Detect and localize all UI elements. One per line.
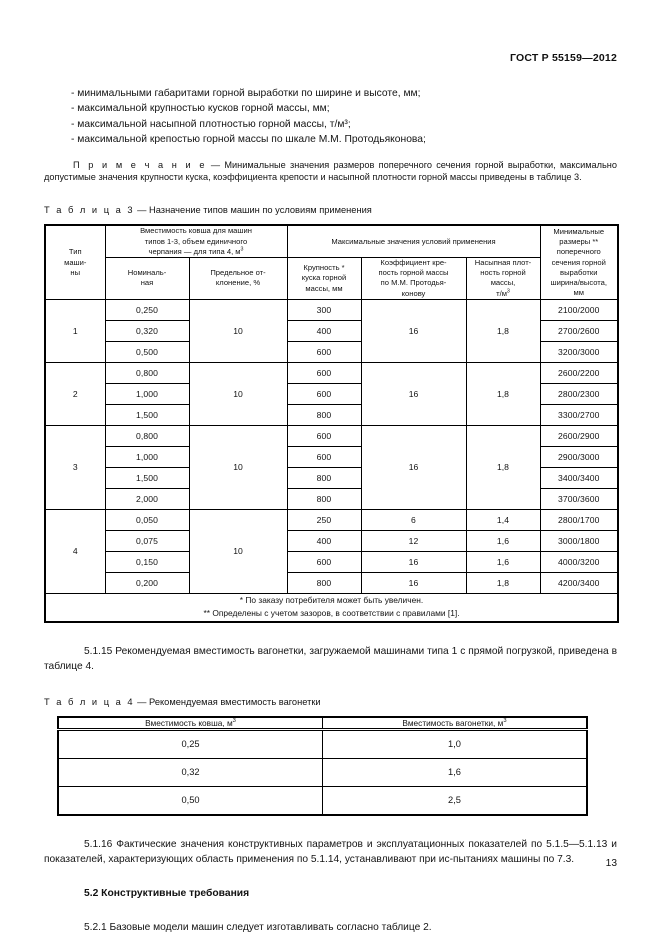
page-number: 13: [605, 858, 617, 869]
th-bucket-deviation: Предельное от- клонение, %: [189, 258, 287, 300]
document-header-code: ГОСТ Р 55159—2012: [509, 52, 617, 64]
cell-dims: 2900/3000: [540, 446, 618, 467]
list-item: - максимальной крупностью кусков горной массы, мм;: [71, 103, 330, 115]
cell-strength: 16: [361, 551, 466, 572]
table3-caption-label: Т а б л и ц а 3: [44, 205, 135, 216]
th-min-dims: Минимальные размеры ** поперечного сечения горной выработки ширина/высота, мм: [540, 225, 618, 299]
cell-strength: 16: [361, 572, 466, 593]
th-bucket-group: Вместимость ковша для машин типов 1-3, объем единичного черпания — для типа 4, $м^3$: [105, 225, 287, 257]
page-content: [44, 52, 617, 935]
th-density: Насыпная плот- ность горной массы, $т/м^3$: [466, 258, 540, 300]
paragraph-5-2-1: [44, 920, 617, 935]
cell-density: 1,8: [466, 362, 540, 425]
cell-strength: 12: [361, 530, 466, 551]
paragraph-5-1-16: [44, 837, 617, 868]
cell-nominal: 0,500: [105, 341, 189, 362]
cell-strength: 16: [361, 425, 466, 509]
cell-lump: 400: [287, 530, 361, 551]
cell-car: 1,0: [323, 729, 588, 758]
cell-strength: 16: [361, 299, 466, 362]
footnote-1: * По заказу потребителя может быть увеличен.: [239, 594, 424, 605]
cell-density: 1,8: [466, 572, 540, 593]
table3-head: [45, 225, 618, 299]
cell-nominal: 1,000: [105, 383, 189, 404]
cell-car: 2,5: [323, 786, 588, 815]
cell-lump: 600: [287, 362, 361, 383]
cell-deviation: 10: [189, 299, 287, 362]
note-dash: —: [210, 159, 221, 170]
th-type: Тип маши- ны: [45, 225, 105, 299]
cell-nominal: 0,200: [105, 572, 189, 593]
cell-bucket: 0,50: [58, 786, 323, 815]
paragraph-5-2-1-text: 5.2.1 Базовые модели машин следует изготавливать согласно таблице 2.: [84, 922, 432, 934]
cell-nominal: 0,150: [105, 551, 189, 572]
th-lump-size: Крупность * куска горной массы, мм: [287, 258, 361, 300]
cell-lump: 400: [287, 320, 361, 341]
cell-car: 1,6: [323, 758, 588, 786]
cell-dims: 2100/2000: [540, 299, 618, 320]
cell-type: 2: [45, 362, 105, 425]
th-max-group: Максимальные значения условий применения: [287, 225, 540, 257]
table4-caption-text: Рекомендуемая вместимость вагонетки: [149, 696, 321, 707]
table-row: [45, 530, 618, 551]
table4-head: [58, 717, 587, 730]
cell-dims: 2600/2200: [540, 362, 618, 383]
cell-bucket: 0,25: [58, 729, 323, 758]
th-bucket-nominal: Номиналь- ная: [105, 258, 189, 300]
table3-caption: [44, 205, 617, 215]
cell-lump: 600: [287, 425, 361, 446]
table4-header-row: [58, 717, 587, 730]
table3-header-row-1: [45, 225, 618, 257]
note-text: Минимальные значения размеров поперечного сечения горной выработки, максимально допустимые значения крупности куска, коэффициента крепости и насыпной плотности горной массы приведены в таблице 3.: [44, 159, 617, 183]
table3-footnotes: [45, 593, 618, 621]
table3-body: [45, 299, 618, 621]
th-strength: Коэффициент кре- пость горной массы по М.М. Протодья- конову: [361, 258, 466, 300]
cell-nominal: 0,320: [105, 320, 189, 341]
cell-lump: 600: [287, 383, 361, 404]
table3-header-row-2: [45, 258, 618, 300]
cell-lump: 800: [287, 488, 361, 509]
paragraph-5-1-16-text: 5.1.16 Фактические значения конструктивных параметров и эксплуатационных показателей по 5.1.5—5.1.13 и показателей, характеризующих область применения по 5.1.14, устанавливают при ис-пытаниях машины по 7.3.: [44, 838, 617, 866]
table-row: [58, 786, 587, 815]
cell-dims: 3300/2700: [540, 404, 618, 425]
table4-caption-label: Т а б л и ц а 4: [44, 696, 135, 707]
cell-nominal: 0,800: [105, 362, 189, 383]
paragraph-5-1-15-text: 5.1.15 Рекомендуемая вместимость вагонетки, загружаемой машинами типа 1 с прямой погрузкой, приведена в таблице 4.: [44, 645, 617, 673]
cell-dims: 3400/3400: [540, 467, 618, 488]
cell-nominal: 1,500: [105, 467, 189, 488]
table-row: [45, 425, 618, 446]
list-item: - максимальной крепостью горной массы по шкале М.М. Протодьяконова;: [71, 134, 426, 146]
cell-deviation: 10: [189, 362, 287, 425]
list-item: - минимальными габаритами горной выработки по ширине и высоте, мм;: [71, 88, 421, 99]
table-row: [58, 729, 587, 758]
cell-nominal: 0,250: [105, 299, 189, 320]
table4-caption-dash: —: [137, 696, 147, 707]
cell-dims: 2700/2600: [540, 320, 618, 341]
th-car-capacity: Вместимость вагонетки, $м^3$: [323, 717, 588, 730]
cell-bucket: 0,32: [58, 758, 323, 786]
table-row: [45, 299, 618, 320]
table3-caption-text: Назначение типов машин по условиям применения: [149, 205, 372, 216]
note-paragraph: [44, 159, 617, 184]
cell-dims: 3200/3000: [540, 341, 618, 362]
footnote-2: ** Определены с учетом зазоров, в соответствии с правилами [1].: [203, 608, 460, 619]
cell-density: 1,6: [466, 530, 540, 551]
cell-type: 4: [45, 509, 105, 593]
th-bucket-capacity: Вместимость ковша, $м^3$: [58, 717, 323, 730]
cell-density: 1,8: [466, 299, 540, 362]
cell-lump: 800: [287, 467, 361, 488]
cell-nominal: 0,075: [105, 530, 189, 551]
table4-caption: [44, 697, 617, 707]
cell-lump: 800: [287, 404, 361, 425]
cell-dims: 2600/2900: [540, 425, 618, 446]
cell-lump: 250: [287, 509, 361, 530]
cell-deviation: 10: [189, 509, 287, 593]
table-row: [45, 551, 618, 572]
cell-nominal: 1,000: [105, 446, 189, 467]
cell-lump: 600: [287, 446, 361, 467]
cell-nominal: 2,000: [105, 488, 189, 509]
section-heading-5-2: 5.2 Конструктивные требования: [84, 888, 250, 900]
table-row: [45, 572, 618, 593]
cell-density: 1,8: [466, 425, 540, 509]
table4: [57, 716, 588, 816]
cell-density: 1,4: [466, 509, 540, 530]
cell-lump: 300: [287, 299, 361, 320]
cell-dims: 3000/1800: [540, 530, 618, 551]
cell-density: 1,6: [466, 551, 540, 572]
cell-lump: 600: [287, 551, 361, 572]
table3-caption-dash: —: [137, 205, 147, 216]
table3-footnotes-row: [45, 593, 618, 621]
table3: [44, 224, 619, 622]
note-label: П р и м е ч а н и е: [73, 159, 207, 170]
cell-dims: 4200/3400: [540, 572, 618, 593]
cell-dims: 2800/1700: [540, 509, 618, 530]
cell-nominal: 0,800: [105, 425, 189, 446]
cell-dims: 3700/3600: [540, 488, 618, 509]
table-row: [45, 362, 618, 383]
cell-nominal: 0,050: [105, 509, 189, 530]
list-item: - максимальной насыпной плотностью горной массы, т/м³;: [71, 118, 351, 130]
cell-type: 3: [45, 425, 105, 509]
requirements-bullet-list: [44, 86, 617, 148]
cell-dims: 2800/2300: [540, 383, 618, 404]
cell-deviation: 10: [189, 425, 287, 509]
cell-strength: 6: [361, 509, 466, 530]
cell-type: 1: [45, 299, 105, 362]
cell-lump: 800: [287, 572, 361, 593]
cell-strength: 16: [361, 362, 466, 425]
paragraph-5-1-15: [44, 644, 617, 675]
table-row: [45, 509, 618, 530]
cell-dims: 4000/3200: [540, 551, 618, 572]
cell-nominal: 1,500: [105, 404, 189, 425]
table4-body: [58, 729, 587, 815]
cell-lump: 600: [287, 341, 361, 362]
table-row: [58, 758, 587, 786]
